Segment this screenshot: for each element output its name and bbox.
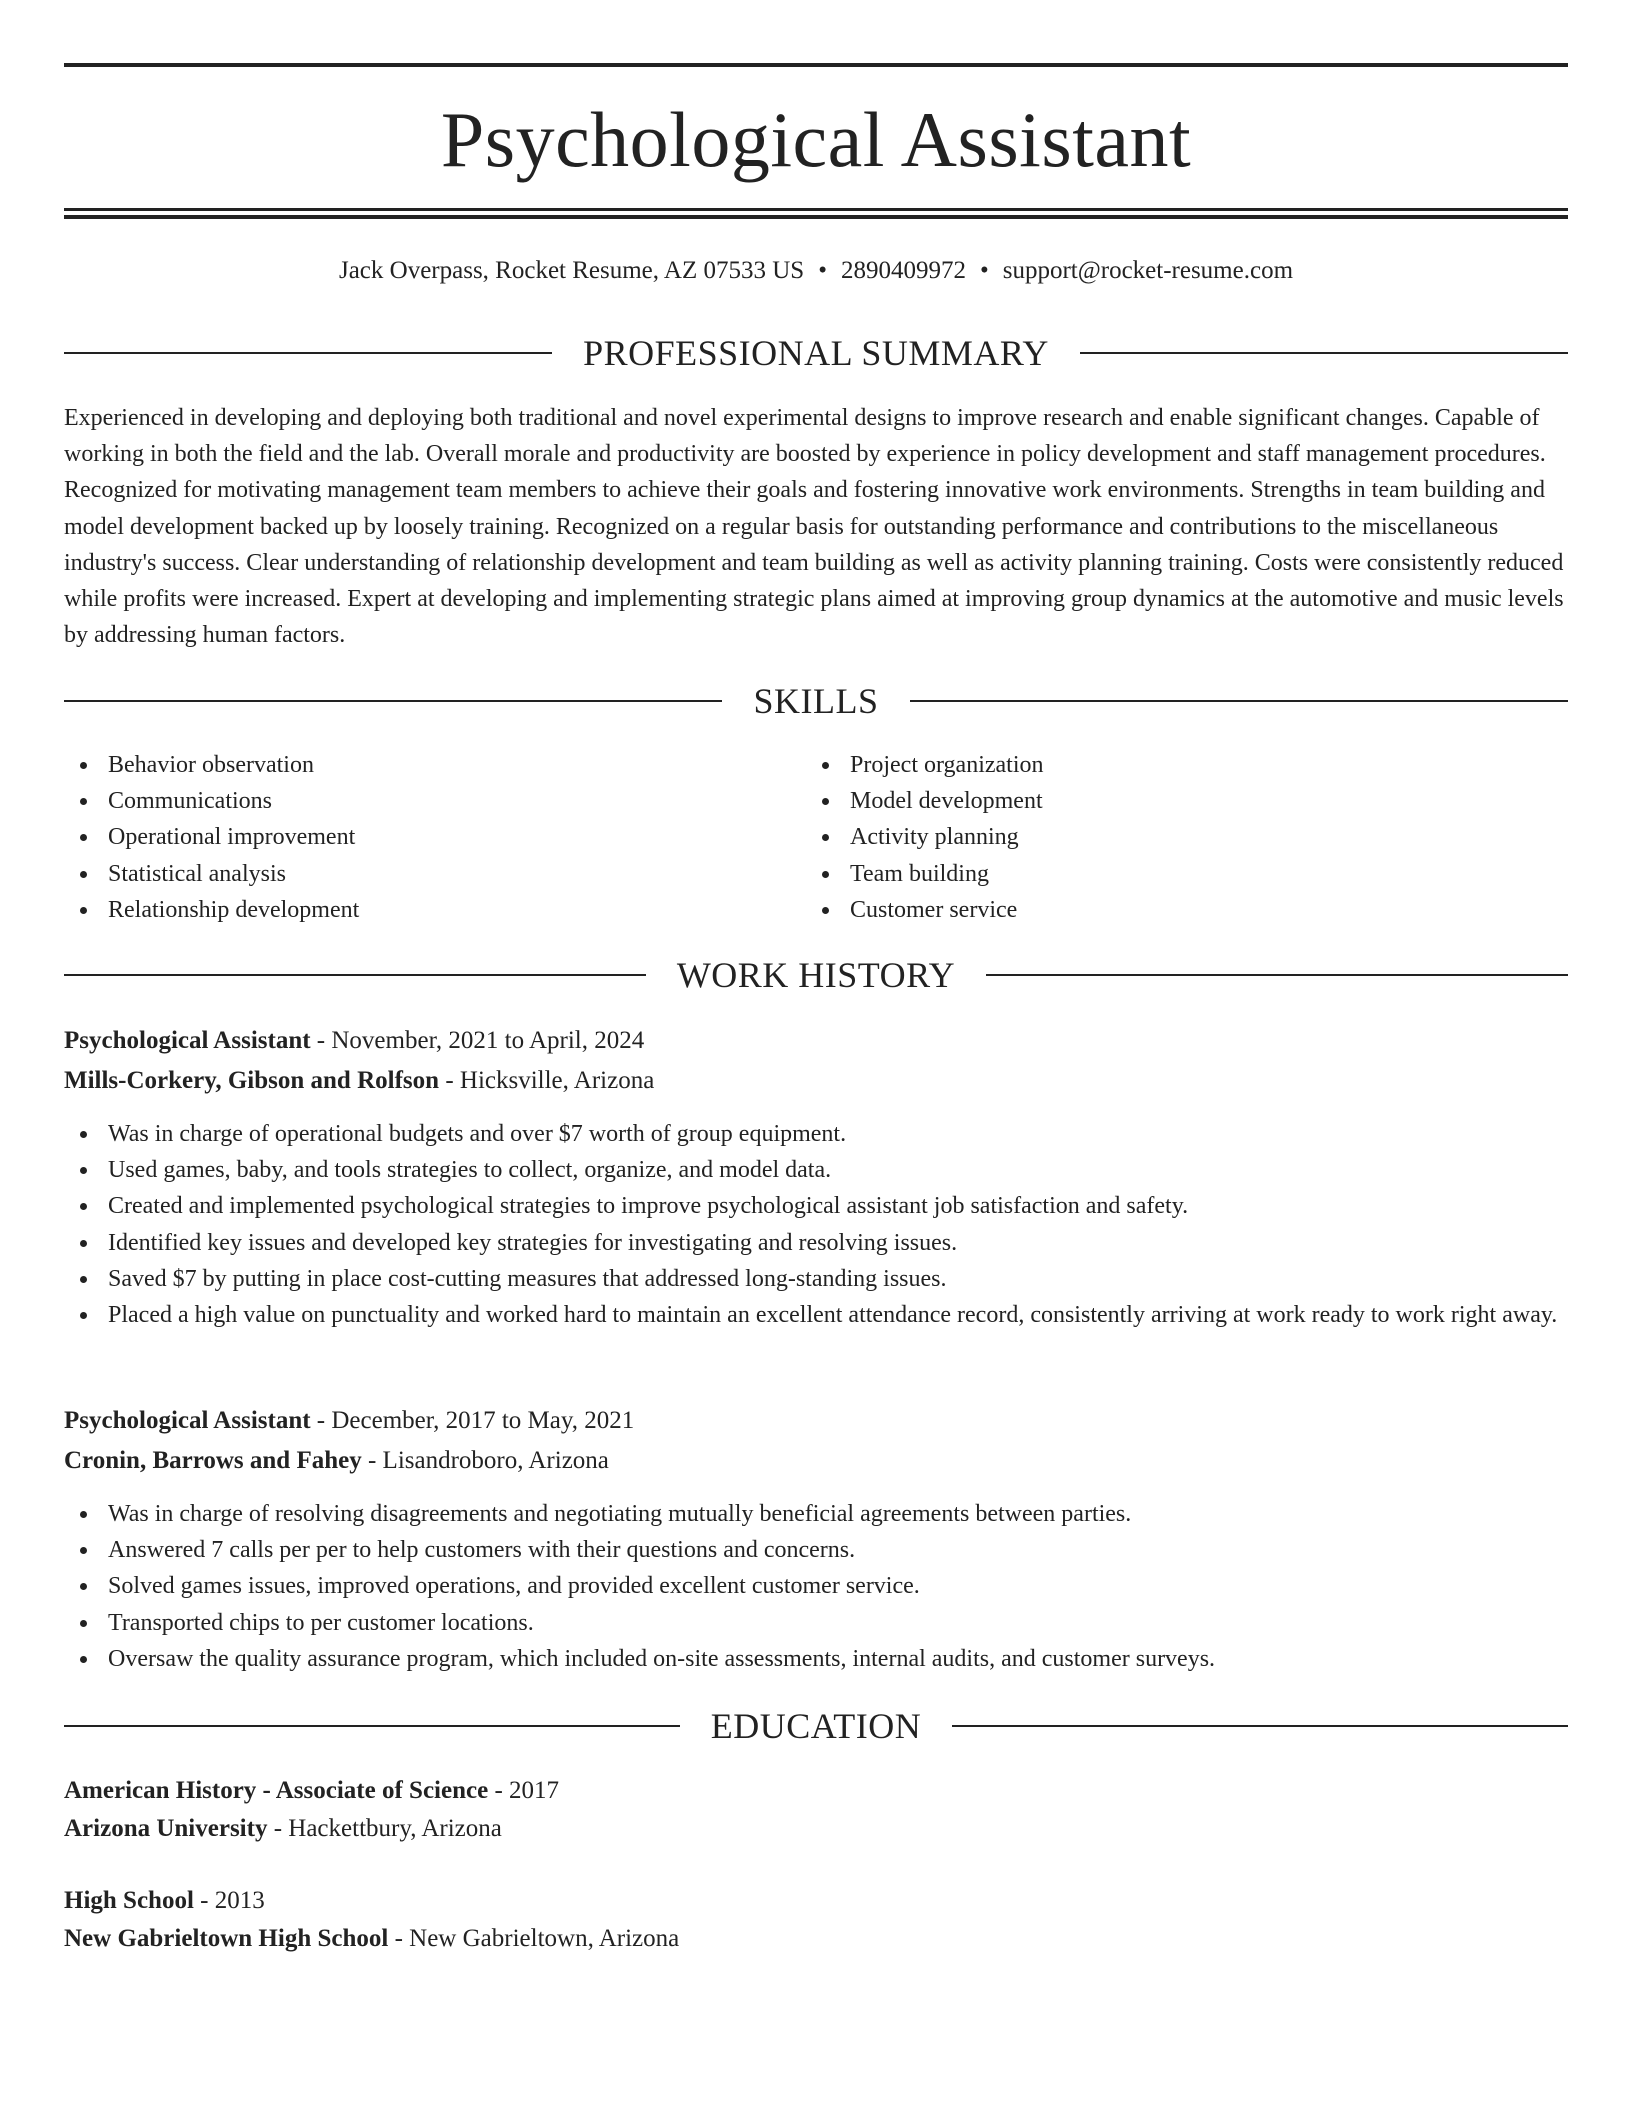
education-degree-line (64, 1884, 265, 1918)
job-duty: Saved $7 by putting in place cost-cutting measures that addressed long-standing issues. (64, 1261, 1568, 1297)
contact-separator: • (979, 257, 989, 284)
education-degree: High School (64, 1887, 194, 1914)
section-title-skills: SKILLS (753, 681, 879, 721)
heading-rule-right (1080, 352, 1568, 354)
skill-item: Statistical analysis (64, 856, 764, 892)
job-title-line (64, 1404, 634, 1438)
education-degree: American History - Associate of Science (64, 1777, 489, 1804)
education-year: - 2017 (488, 1777, 560, 1804)
resume-title: Psychological Assistant (440, 96, 1192, 183)
job-duty: Transported chips to per customer locations. (64, 1605, 1568, 1641)
section-heading-skills (64, 681, 1568, 721)
job-duty: Identified key issues and developed key strategies for investigating and resolving issues. (64, 1225, 1568, 1261)
job-duty: Used games, baby, and tools strategies to collect, organize, and model data. (64, 1152, 1568, 1188)
education-school-line (64, 1922, 679, 1956)
section-heading-education (64, 1706, 1568, 1746)
heading-rule-right (986, 974, 1568, 976)
job-company-line (64, 1444, 609, 1478)
contact-separator: • (818, 257, 827, 284)
job-duties-list (64, 1116, 1568, 1333)
professional-summary-text: Experienced in developing and deploying both traditional and novel experimental designs to improve research and enable significant changes. Capable of working in both the field and the lab. Overall morale and productivity are boosted by experience in policy development and staff management procedures. Recognized for motivating management team members to achieve their goals and fostering innovative work environments. Strengths in team building and model development backed up by loosely training. Recognized on a regular basis for outstanding performance and contributions to the miscellaneous industry's success. Clear understanding of relationship development and team building as well as activity planning training. Costs were consistently reduced while profits were increased. Expert at developing and implementing strategic plans aimed at improving group dynamics at the automotive and music levels by addressing human factors. (64, 405, 1564, 649)
skill-item: Customer service (806, 892, 1506, 928)
job-company: Cronin, Barrows and Fahey (64, 1447, 362, 1474)
job-company: Mills-Corkery, Gibson and Rolfson (64, 1067, 440, 1094)
skills-list-right (806, 747, 1506, 928)
section-title-education: EDUCATION (710, 1706, 922, 1746)
job-duty: Was in charge of operational budgets and over $7 worth of group equipment. (64, 1116, 1568, 1152)
job-duty: Placed a high value on punctuality and worked hard to maintain an excellent attendance record, consistently arriving at work ready to work right away. (64, 1297, 1568, 1333)
contact-email: support@rocket-resume.com (1002, 257, 1294, 284)
job-location: - Hicksville, Arizona (439, 1067, 655, 1094)
contact-address: Jack Overpass, Rocket Resume, AZ 07533 US (338, 257, 805, 284)
contact-phone: 2890409972 (840, 257, 966, 284)
section-title-work-history: WORK HISTORY (676, 955, 956, 995)
skill-item: Behavior observation (64, 747, 764, 783)
education-school: New Gabrieltown High School (64, 1925, 389, 1952)
job-duty: Solved games issues, improved operations, and provided excellent customer service. (64, 1568, 1568, 1604)
job-duty: Oversaw the quality assurance program, which included on-site assessments, internal audits, and customer surveys. (64, 1641, 1568, 1677)
heading-rule-right (910, 700, 1568, 702)
education-location: - New Gabrieltown, Arizona (388, 1925, 680, 1952)
skill-item: Activity planning (806, 819, 1506, 855)
skill-item: Project organization (806, 747, 1506, 783)
section-heading-work-history (64, 955, 1568, 995)
skill-item: Relationship development (64, 892, 764, 928)
section-title-summary: PROFESSIONAL SUMMARY (583, 333, 1049, 373)
job-title: Psychological Assistant (64, 1407, 311, 1434)
job-dates: - November, 2021 to April, 2024 (310, 1027, 645, 1054)
title-divider-lower (64, 215, 1568, 219)
job-duty: Created and implemented psychological strategies to improve psychological assistant job satisfaction and safety. (64, 1188, 1568, 1224)
title-divider-upper (64, 208, 1568, 211)
education-school: Arizona University (64, 1815, 268, 1842)
job-location: - Lisandroboro, Arizona (361, 1447, 609, 1474)
skill-item: Model development (806, 783, 1506, 819)
skills-list-left (64, 747, 764, 928)
job-duty: Was in charge of resolving disagreements and negotiating mutually beneficial agreements between parties. (64, 1496, 1568, 1532)
contact-line (64, 255, 1568, 287)
skill-item: Operational improvement (64, 819, 764, 855)
education-degree-line (64, 1774, 559, 1808)
job-company-line (64, 1064, 654, 1098)
job-title-line (64, 1024, 644, 1058)
education-school-line (64, 1812, 502, 1846)
job-dates: - December, 2017 to May, 2021 (310, 1407, 635, 1434)
job-title: Psychological Assistant (64, 1027, 311, 1054)
top-divider (64, 63, 1568, 67)
heading-rule-right (952, 1725, 1568, 1727)
job-duty: Answered 7 calls per per to help customers with their questions and concerns. (64, 1532, 1568, 1568)
education-location: - Hackettbury, Arizona (267, 1815, 502, 1842)
education-year: - 2013 (193, 1887, 265, 1914)
section-heading-summary (64, 333, 1568, 373)
job-duties-list (64, 1496, 1568, 1677)
skill-item: Communications (64, 783, 764, 819)
skill-item: Team building (806, 856, 1506, 892)
